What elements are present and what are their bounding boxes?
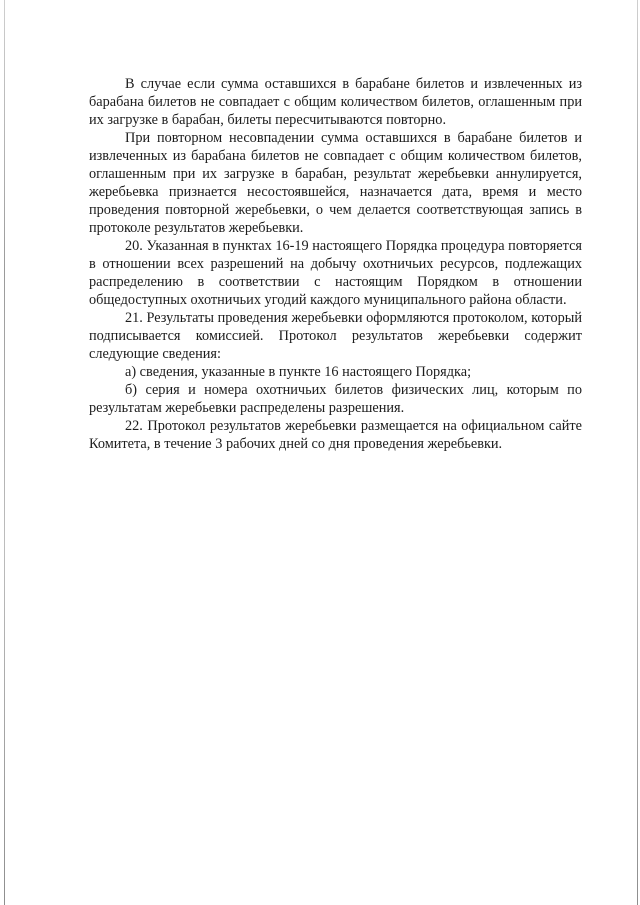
scan-right-edge xyxy=(637,0,638,905)
paragraph-item-22: 22. Протокол результатов жеребьевки размещается на официальном сайте Комитета, в течение 3 рабочих дней со дня проведения жеребьевки. xyxy=(89,418,582,452)
paragraph-item-21-b: б) серия и номера охотничьих билетов физических лиц, которым по результатам жеребьевки распределены разрешения. xyxy=(89,382,582,416)
paragraph-item-21: 21. Результаты проведения жеребьевки оформляются протоколом, который подписывается комиссией. Протокол результатов жеребьевки содержит следующие сведения: xyxy=(89,310,582,362)
scan-left-edge xyxy=(4,0,5,905)
paragraph-item-21-a: а) сведения, указанные в пункте 16 настоящего Порядка; xyxy=(125,364,472,380)
paragraph-repeat-mismatch: При повторном несовпадении сумма оставшихся в барабане билетов и извлеченных из барабана билетов не совпадает с общим количеством билетов, оглашенным при их загрузке в барабан, результат жеребьевки аннулируется, жеребьевка признается несостоявшейся, назначается дата, время и место проведения повторной жеребьевки, о чем делается соответствующая запись в протоколе результатов жеребьевки. xyxy=(89,130,582,236)
paragraph-item-20: 20. Указанная в пунктах 16-19 настоящего Порядка процедура повторяется в отношении всех разрешений на добычу охотничьих ресурсов, подлежащих распределению в соответствии с настоящим Порядком в отношении общедоступных охотничьих угодий каждого муниципального района области. xyxy=(89,238,582,308)
document-body xyxy=(89,75,582,453)
paragraph-ticket-recount: В случае если сумма оставшихся в барабане билетов и извлеченных из барабана билетов не совпадает с общим количеством билетов, оглашенным при их загрузке в барабан, билеты пересчитываются повторно. xyxy=(89,76,582,128)
